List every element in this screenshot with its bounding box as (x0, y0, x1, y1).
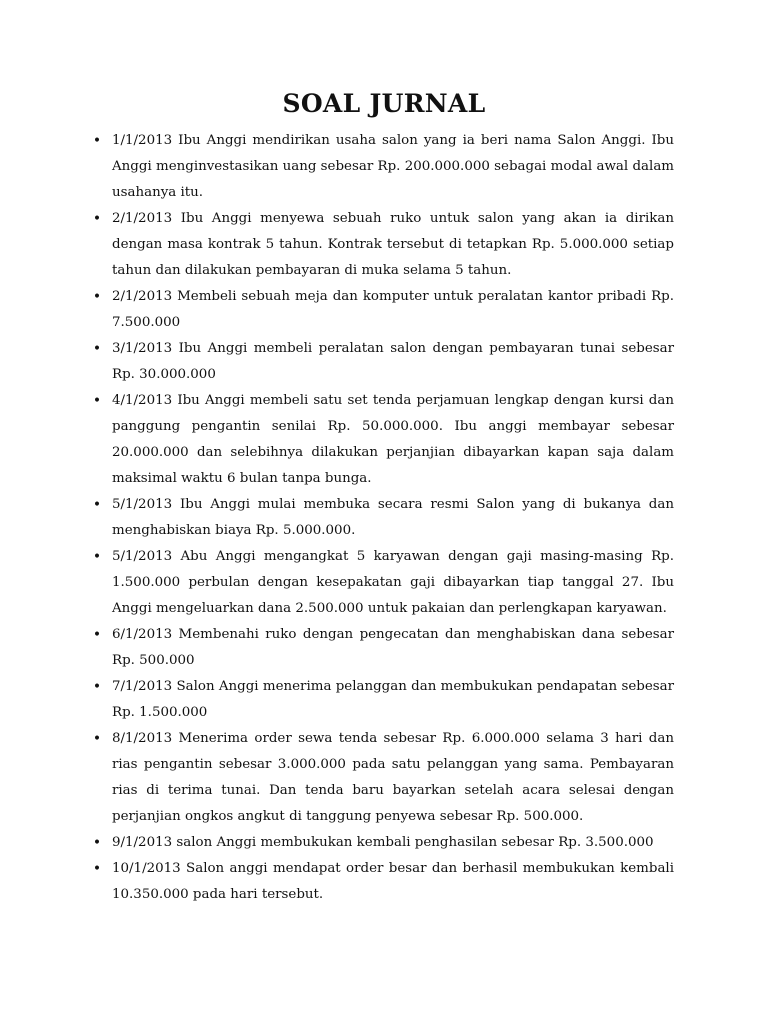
list-item-text: 7/1/2013 Salon Anggi menerima pelanggan dan membukukan pendapatan sebesar Rp. 1.500.000 (112, 679, 674, 720)
list-item-text: 10/1/2013 Salon anggi mendapat order besar dan berhasil membukukan kembali 10.350.000 pada hari tersebut. (112, 861, 674, 902)
list-item (92, 856, 674, 908)
page-title: SOAL JURNAL (282, 89, 486, 118)
list-item-text: 1/1/2013 Ibu Anggi mendirikan usaha salon yang ia beri nama Salon Anggi. Ibu Anggi menginvestasikan uang sebesar Rp. 200.000.000 sebagai modal awal dalam usahanya itu. (112, 133, 674, 200)
bullet-icon: • (92, 627, 102, 643)
list-item (92, 492, 674, 544)
bullet-icon: • (92, 861, 102, 877)
list-item-text: 5/1/2013 Ibu Anggi mulai membuka secara resmi Salon yang di bukanya dan menghabiskan biaya Rp. 5.000.000. (112, 497, 674, 538)
list-item (92, 622, 674, 674)
list-item (92, 388, 674, 492)
list-item-text: 2/1/2013 Ibu Anggi menyewa sebuah ruko untuk salon yang akan ia dirikan dengan masa kontrak 5 tahun. Kontrak tersebut di tetapkan Rp. 5.000.000 setiap tahun dan dilakukan pembayaran di muka selama 5 tahun. (112, 211, 674, 278)
list-item (92, 674, 674, 726)
list-item (92, 128, 674, 206)
list-item (92, 206, 674, 284)
bullet-icon: • (92, 549, 102, 565)
list-item-text: 3/1/2013 Ibu Anggi membeli peralatan salon dengan pembayaran tunai sebesar Rp. 30.000.000 (112, 341, 674, 382)
bullet-icon: • (92, 497, 102, 513)
list-item (92, 726, 674, 830)
bullet-icon: • (92, 341, 102, 357)
journal-item-list (92, 128, 674, 908)
list-item-text: 4/1/2013 Ibu Anggi membeli satu set tenda perjamuan lengkap dengan kursi dan panggung pengantin senilai Rp. 50.000.000. Ibu anggi membayar sebesar 20.000.000 dan selebihnya dilakukan perjanjian dibayarkan kapan saja dalam maksimal waktu 6 bulan tanpa bunga. (112, 393, 674, 486)
list-item-text: 9/1/2013 salon Anggi membukukan kembali penghasilan sebesar Rp. 3.500.000 (112, 835, 654, 850)
bullet-icon: • (92, 211, 102, 227)
list-item-text: 5/1/2013 Abu Anggi mengangkat 5 karyawan dengan gaji masing-masing Rp. 1.500.000 perbulan dengan kesepakatan gaji dibayarkan tiap tanggal 27. Ibu Anggi mengeluarkan dana 2.500.000 untuk pakaian dan perlengkapan karyawan. (112, 549, 674, 616)
list-item-text: 6/1/2013 Membenahi ruko dengan pengecatan dan menghabiskan dana sebesar Rp. 500.000 (112, 627, 674, 668)
list-item (92, 284, 674, 336)
bullet-icon: • (92, 731, 102, 747)
bullet-icon: • (92, 393, 102, 409)
bullet-icon: • (92, 835, 102, 851)
list-item (92, 830, 674, 856)
bullet-icon: • (92, 679, 102, 695)
list-item-text: 2/1/2013 Membeli sebuah meja dan komputer untuk peralatan kantor pribadi Rp. 7.500.000 (112, 289, 674, 330)
list-item-text: 8/1/2013 Menerima order sewa tenda sebesar Rp. 6.000.000 selama 3 hari dan rias pengantin sebesar 3.000.000 pada satu pelanggan yang sama. Pembayaran rias di terima tunai. Dan tenda baru bayarkan setelah acara selesai dengan perjanjian ongkos angkut di tanggung penyewa sebesar Rp. 500.000. (112, 731, 674, 824)
list-item (92, 544, 674, 622)
list-item (92, 336, 674, 388)
bullet-icon: • (92, 133, 102, 149)
bullet-icon: • (92, 289, 102, 305)
